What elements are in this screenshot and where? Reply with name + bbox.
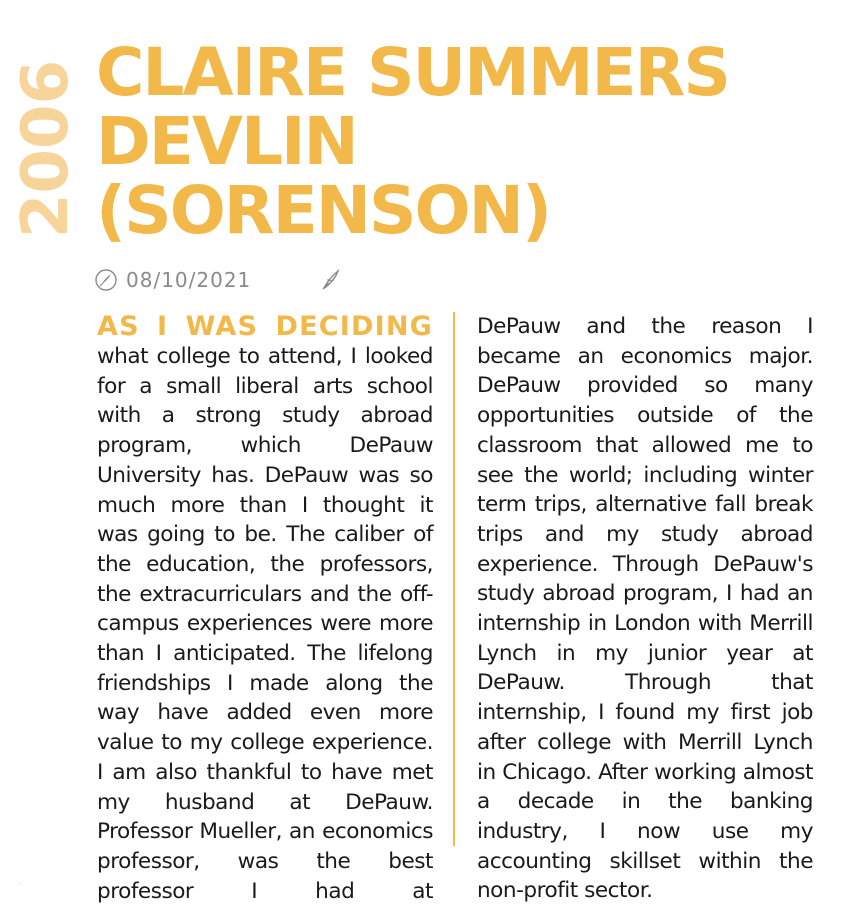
column-divider — [453, 312, 455, 846]
decorative-mark — [14, 876, 28, 884]
page-title — [96, 34, 836, 249]
article-text-left: what college to attend, I looked for a small liberal arts school with a strong study abroad program, which DePauw University has. DePauw was so much more than I thought it was going to be. The caliber of the education, the professors, the extracurriculars and the off-campus experiences were more than I anticipated. The lifelong friendships I made along the way have added even more value to my college experience. I am also thankful to have met my husband at DePauw. Professor Mueller, an economics professor, was the best professor I had at — [97, 344, 433, 904]
title-line-3: (SORENSON) — [96, 172, 550, 249]
quill-pen-icon — [319, 268, 343, 292]
next-heading-peek — [96, 878, 416, 884]
article-lead: AS I WAS DECIDING — [97, 311, 433, 342]
title-line-2: DEVLIN — [96, 103, 357, 180]
article-body — [97, 312, 813, 906]
post-meta — [94, 266, 343, 294]
article-column-right — [477, 312, 813, 906]
clock-quill-icon — [94, 268, 118, 292]
title-line-1: CLAIRE SUMMERS — [96, 34, 729, 111]
post-date: 08/10/2021 — [126, 268, 252, 292]
article-text-right: DePauw and the reason I became an economics major. DePauw provided so many opportunities outside of the classroom that allowed me to see the world; including winter term trips, alternative fall break trips and my study abroad experience. Through DePauw's study abroad program, I had an internship in London with Merrill Lynch in my junior year at DePauw. Through that internship, I found my first job after college with Merrill Lynch in Chicago. After working almost a decade in the banking industry, I now use my accounting skillset within the non-profit sector. — [477, 314, 813, 904]
article-column-left — [97, 312, 433, 906]
year-label: 2006 — [9, 59, 83, 238]
